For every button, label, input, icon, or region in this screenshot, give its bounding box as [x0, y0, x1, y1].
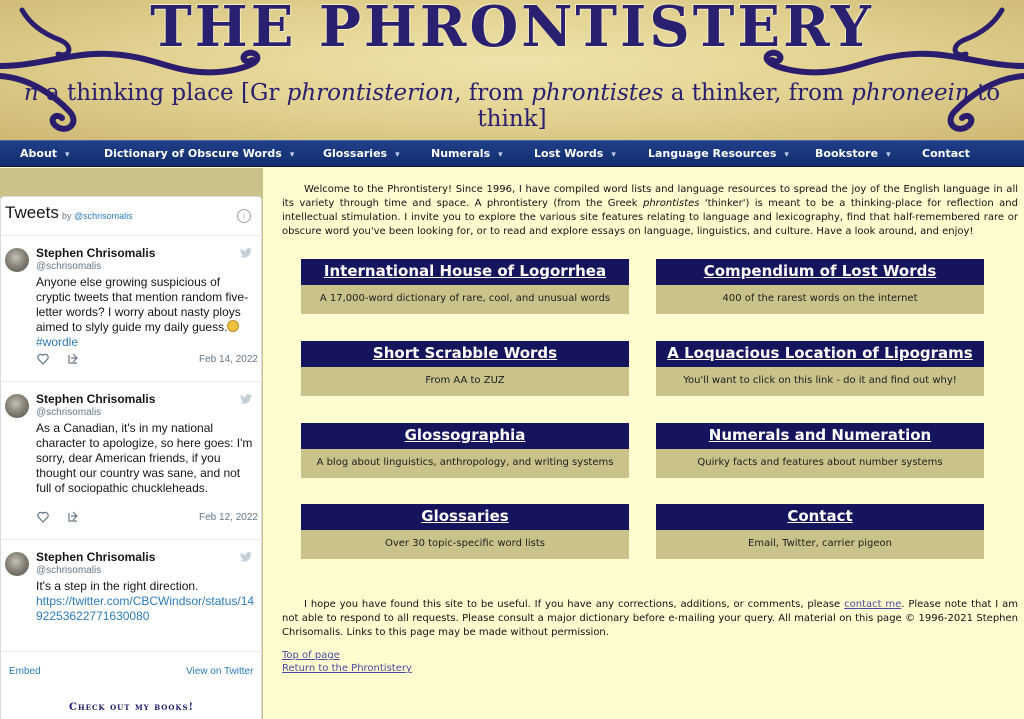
card-glossographia — [301, 423, 629, 478]
site-header — [0, 0, 1024, 140]
check-out-books-link[interactable]: Check out my books! — [69, 702, 194, 713]
sidebar — [0, 168, 263, 719]
tweet-author-name: Stephen Chrisomalis — [36, 246, 156, 260]
card-title-link[interactable]: Compendium of Lost Words — [656, 259, 984, 285]
card-scrabble — [301, 341, 629, 396]
emoji-icon — [227, 320, 239, 332]
tweet-link[interactable]: https://twitter.com/CBCWindsor/status/1492253622771630080 — [36, 594, 255, 623]
card-lost-words — [656, 259, 984, 314]
chevron-down-icon: ▾ — [395, 150, 400, 160]
card-lipograms — [656, 341, 984, 396]
twitter-timeline — [0, 196, 262, 719]
tweet-author-handle: @schrisomalis — [36, 565, 102, 576]
card-logorrhea — [301, 259, 629, 314]
nav-item-about[interactable]: About ▾ — [20, 147, 70, 160]
tweets-by-handle[interactable]: @schrisomalis — [74, 211, 133, 221]
card-description: A 17,000-word dictionary of rare, cool, and unusual words — [301, 285, 629, 314]
tweet-text: It's a step in the right direction. https://twitter.com/CBCWindsor/status/1492253622771630080 — [36, 579, 255, 623]
heart-icon[interactable] — [38, 354, 48, 364]
hashtag-link[interactable]: #wordle — [36, 335, 79, 349]
card-title-link[interactable]: Glossaries — [301, 504, 629, 530]
tweets-footer — [1, 651, 262, 691]
card-description: Email, Twitter, carrier pigeon — [656, 530, 984, 559]
card-description: From AA to ZUZ — [301, 367, 629, 396]
top-of-page-link[interactable]: Top of page — [282, 650, 340, 661]
chevron-down-icon: ▾ — [289, 150, 295, 160]
chevron-down-icon: ▾ — [611, 150, 616, 160]
embed-link[interactable]: Embed — [9, 666, 41, 677]
tweet-item[interactable] — [1, 381, 262, 539]
nav-item-language-resources[interactable]: Language Resources ▾ — [648, 147, 789, 160]
site-tagline: n a thinking place [Gr phrontisterion, from phrontistes a thinker, from phroneein to think] — [23, 80, 1001, 132]
chevron-down-icon: ▾ — [784, 150, 789, 160]
card-title-link[interactable]: A Loquacious Location of Lipograms — [656, 341, 984, 367]
chevron-down-icon: ▾ — [498, 150, 503, 160]
card-contact — [656, 504, 984, 559]
card-title-link[interactable]: International House of Logorrhea — [301, 259, 629, 285]
tweet-date[interactable]: Feb 14, 2022 — [199, 354, 258, 365]
nav-item-contact[interactable]: Contact — [922, 147, 970, 160]
card-description: A blog about linguistics, anthropology, and writing systems — [301, 449, 629, 478]
nav-item-bookstore[interactable]: Bookstore ▾ — [815, 147, 891, 160]
nav-item-lost-words[interactable]: Lost Words ▾ — [534, 147, 616, 160]
tweet-item[interactable] — [1, 235, 262, 381]
card-title-link[interactable]: Contact — [656, 504, 984, 530]
share-icon[interactable] — [69, 354, 77, 363]
nav-item-dictionary[interactable]: Dictionary of Obscure Words ▾ — [104, 147, 295, 160]
nav-item-glossaries[interactable]: Glossaries ▾ — [323, 147, 400, 160]
contact-me-link[interactable]: contact me — [844, 599, 902, 610]
card-title-link[interactable]: Glossographia — [301, 423, 629, 449]
card-description: Quirky facts and features about number systems — [656, 449, 984, 478]
card-description: You'll want to click on this link - do it and find out why! — [656, 367, 984, 396]
welcome-text: Welcome to the Phrontistery! Since 1996, I have compiled word lists and language resources to spread the joy of the English language in all its variety through time and space. A phrontistery (from the Greek phrontistes 'thinker') is meant to be a thinking-place for reflection and intellectual stimulation. I invite you to explore the various site features relating to language and lexicography, find that half-remembered rare or obscure word you've been looking for, or to read and explore essays on language, linguistics, and culture. Have a look around, and enjoy! — [282, 184, 1018, 237]
card-title-link[interactable]: Short Scrabble Words — [301, 341, 629, 367]
chevron-down-icon: ▾ — [65, 150, 70, 160]
card-glossaries — [301, 504, 629, 559]
tweet-author-name: Stephen Chrisomalis — [36, 392, 156, 406]
chevron-down-icon: ▾ — [886, 150, 891, 160]
heart-icon[interactable] — [38, 512, 48, 522]
tweet-text: As a Canadian, it's in my national character to apologize, so here goes: I'm sorry, dear American friends, if you thought our country was sane, and not full of sociopathic chuckleheads. — [36, 421, 253, 495]
tweet-author-name: Stephen Chrisomalis — [36, 550, 156, 564]
card-title-link[interactable]: Numerals and Numeration — [656, 423, 984, 449]
tweets-heading: Tweets — [5, 203, 59, 222]
twitter-bird-icon — [239, 394, 253, 404]
return-link[interactable]: Return to the Phrontistery — [282, 663, 412, 674]
main-nav — [0, 140, 1024, 167]
avatar — [5, 394, 29, 418]
tweets-by-line: by @schrisomalis — [62, 211, 133, 221]
tweet-author-handle: @schrisomalis — [36, 261, 102, 272]
card-description: Over 30 topic-specific word lists — [301, 530, 629, 559]
card-numerals — [656, 423, 984, 478]
twitter-bird-icon — [239, 248, 253, 258]
view-on-twitter-link[interactable]: View on Twitter — [186, 666, 254, 677]
avatar — [5, 248, 29, 272]
footer-text: I hope you have found this site to be useful. If you have any corrections, additions, or comments, please contact me. Please note that I am not able to respond to all requests. Please consult a major dictionary before e-mailing your query. All material on this page © 1996-2021 Stephen Chrisomalis. Links to this page may be made without permission. — [282, 599, 1018, 638]
tweet-actions — [37, 510, 97, 524]
tweet-item[interactable] — [1, 539, 262, 651]
tweet-author-handle: @schrisomalis — [36, 407, 102, 418]
twitter-bird-icon — [239, 552, 253, 562]
tweet-date[interactable]: Feb 12, 2022 — [199, 512, 258, 523]
card-description: 400 of the rarest words on the internet — [656, 285, 984, 314]
tweet-text: Anyone else growing suspicious of cryptic tweets that mention random five-letter words? I worry about nasty ploys aimed to slyly guide my daily guess.#wordle — [36, 275, 249, 349]
avatar — [5, 552, 29, 576]
tweet-actions — [37, 352, 97, 366]
share-icon[interactable] — [69, 512, 77, 521]
info-icon[interactable]: i — [237, 209, 251, 223]
site-title: THE PHRONTISTERY — [150, 0, 874, 60]
nav-item-numerals[interactable]: Numerals ▾ — [431, 147, 503, 160]
